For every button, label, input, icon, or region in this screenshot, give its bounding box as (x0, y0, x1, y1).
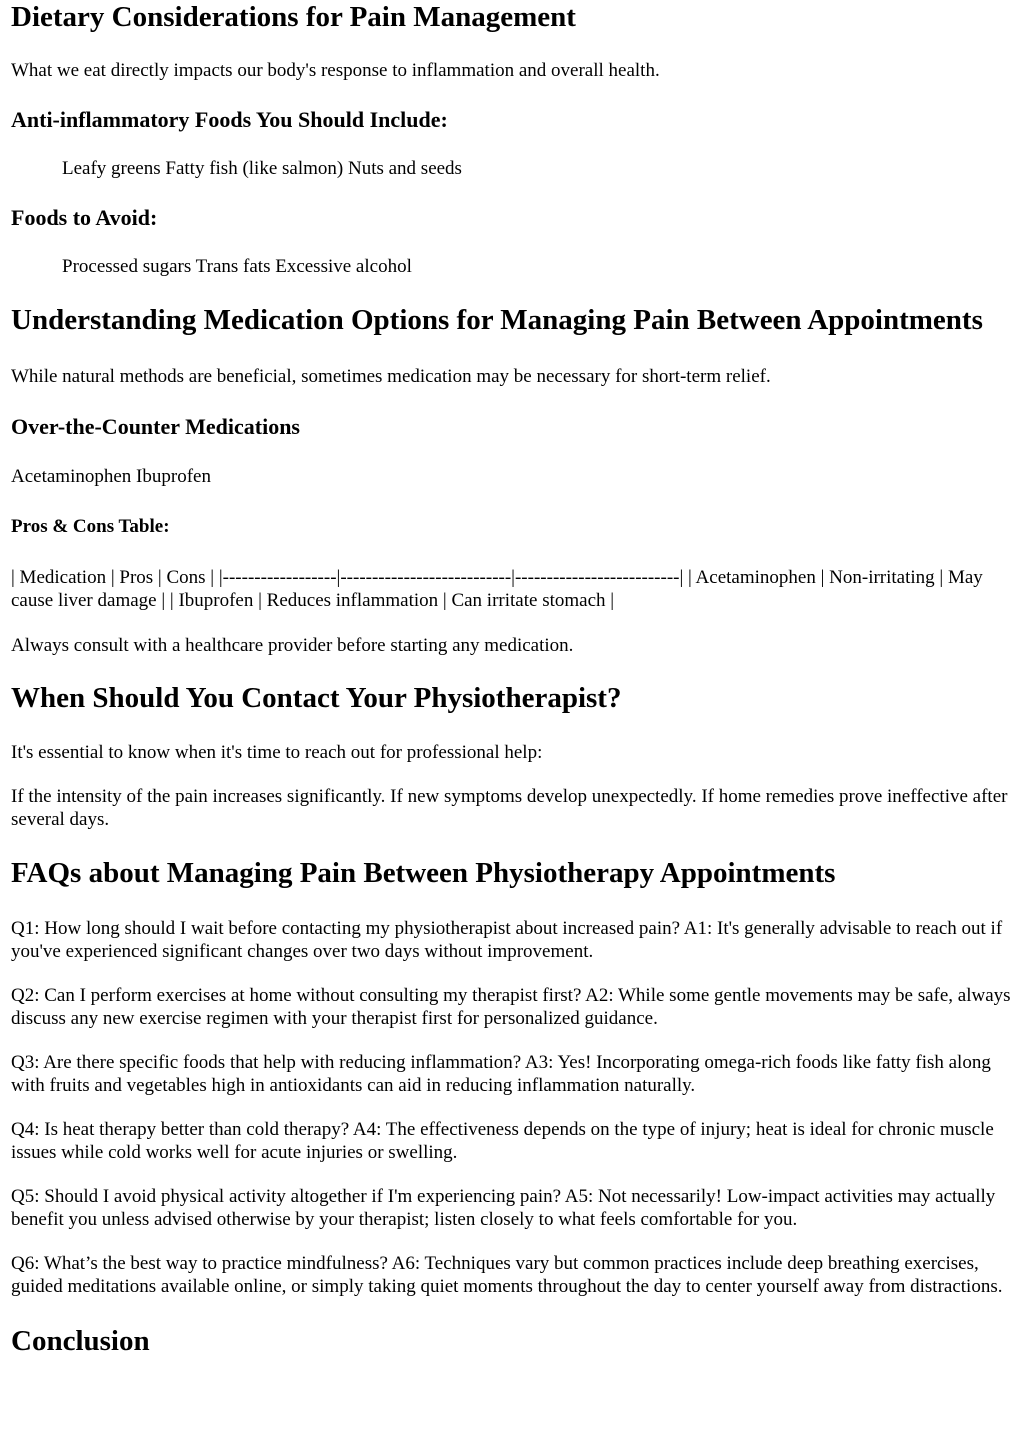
medication-heading: Understanding Medication Options for Managing Pain Between Appointments (11, 304, 983, 336)
dietary-heading: Dietary Considerations for Pain Management (11, 1, 576, 33)
faqs-heading: FAQs about Managing Pain Between Physiotherapy Appointments (11, 857, 836, 889)
include-foods-list: Leafy greens Fatty fish (like salmon) Nuts and seeds (62, 158, 462, 179)
pros-cons-table-text: | Medication | Pros | Cons | |------------------|---------------------------|--------------------------| | Acetaminophen | Non-irritating | May cause liver damage | | Ibuprofen | Reduces inflammation | Can irritate stomach | (11, 567, 983, 611)
otc-heading: Over-the-Counter Medications (11, 414, 300, 439)
faq-item: Q2: Can I perform exercises at home without consulting my therapist first? A2: While some gentle movements may be safe, always discuss any new exercise regimen with your therapist first for personalized guidance. (11, 985, 1011, 1029)
dietary-intro: What we eat directly impacts our body's response to inflammation and overall health. (11, 60, 660, 81)
include-foods-heading: Anti-inflammatory Foods You Should Include: (11, 107, 448, 132)
faq-item: Q3: Are there specific foods that help with reducing inflammation? A3: Yes! Incorporating omega-rich foods like fatty fish along with fruits and vegetables high in antioxidants can aid in reducing inflammation naturally. (11, 1052, 991, 1096)
conclusion-heading: Conclusion (11, 1325, 150, 1357)
faq-item: Q4: Is heat therapy better than cold therapy? A4: The effectiveness depends on the type of injury; heat is ideal for chronic muscle issues while cold works well for acute injuries or swelling. (11, 1119, 994, 1163)
avoid-foods-heading: Foods to Avoid: (11, 205, 158, 230)
medication-intro: While natural methods are beneficial, sometimes medication may be necessary for short-term relief. (11, 366, 771, 387)
contact-conditions: If the intensity of the pain increases significantly. If new symptoms develop unexpectedly. If home remedies prove ineffective after several days. (11, 786, 1008, 830)
contact-intro: It's essential to know when it's time to reach out for professional help: (11, 742, 543, 763)
faq-item: Q1: How long should I wait before contacting my physiotherapist about increased pain? A1: It's generally advisable to reach out if you've experienced significant changes over two days without improvement. (11, 918, 1003, 962)
medication-note: Always consult with a healthcare provider before starting any medication. (11, 635, 574, 656)
avoid-foods-list: Processed sugars Trans fats Excessive alcohol (62, 256, 412, 277)
pros-cons-heading: Pros & Cons Table: (11, 516, 170, 537)
contact-heading: When Should You Contact Your Physiotherapist? (11, 682, 622, 714)
faq-item: Q5: Should I avoid physical activity altogether if I'm experiencing pain? A5: Not necessarily! Low-impact activities may actually benefit you unless advised otherwise by your therapist; listen closely to what feels comfortable for you. (11, 1186, 996, 1230)
faq-item: Q6: What’s the best way to practice mindfulness? A6: Techniques vary but common practices include deep breathing exercises, guided meditations available online, or simply taking quiet moments throughout the day to center yourself away from distractions. (11, 1253, 1003, 1297)
otc-list: Acetaminophen Ibuprofen (11, 466, 211, 487)
